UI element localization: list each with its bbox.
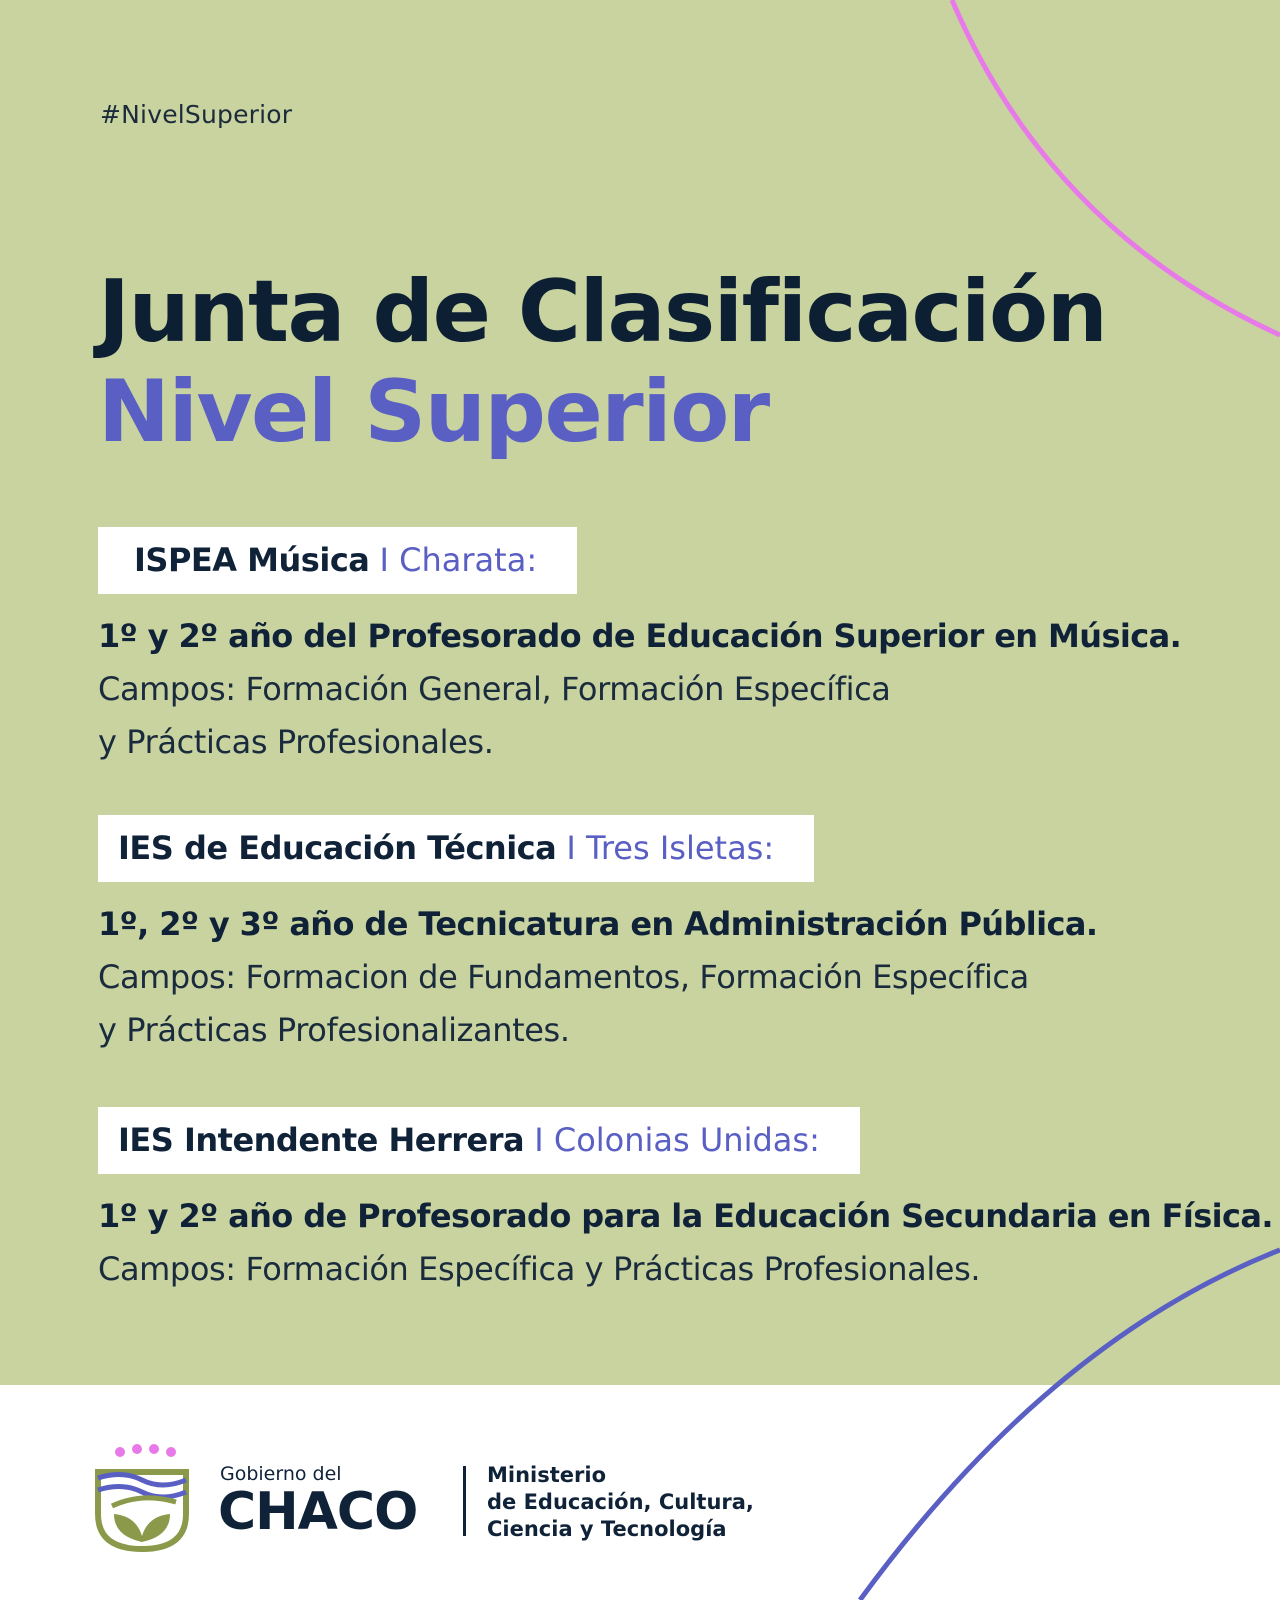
institution-tag <box>98 815 814 882</box>
institution-location: I Charata: <box>380 541 538 579</box>
government-label: Gobierno del <box>220 1463 342 1485</box>
ministry-line: de Educación, Cultura, <box>487 1490 754 1514</box>
program-fields: y Prácticas Profesionalizantes. <box>98 1011 570 1049</box>
title-line-2: Nivel Superior <box>98 362 769 462</box>
ministry-name <box>487 1462 754 1543</box>
program-fields: y Prácticas Profesionales. <box>98 723 494 761</box>
program-fields: Campos: Formación Específica y Prácticas Profesionales. <box>98 1250 981 1288</box>
chaco-emblem-icon <box>92 1444 202 1554</box>
program-description <box>98 898 1258 1057</box>
institution-section <box>98 527 1258 769</box>
ministry-line: Ministerio <box>487 1463 607 1487</box>
institution-tag <box>98 527 577 594</box>
institution-location: I Colonias Unidas: <box>534 1121 820 1159</box>
institution-section <box>98 815 1258 1057</box>
institution-name: IES de Educación Técnica <box>118 829 557 867</box>
program-title: 1º, 2º y 3º año de Tecnicatura en Administración Pública. <box>98 905 1098 943</box>
program-title: 1º y 2º año de Profesorado para la Educación Secundaria en Física. <box>98 1197 1273 1235</box>
title-line-1: Junta de Clasificación <box>98 262 1107 362</box>
footer-divider <box>463 1466 466 1536</box>
institution-section <box>98 1107 1273 1296</box>
hashtag: #NivelSuperior <box>100 100 293 129</box>
chaco-wordmark: CHACO <box>218 1482 418 1542</box>
program-description <box>98 1190 1273 1296</box>
institution-tag <box>98 1107 860 1174</box>
institution-location: I Tres Isletas: <box>566 829 774 867</box>
ministry-line: Ciencia y Tecnología <box>487 1517 727 1541</box>
institution-name: IES Intendente Herrera <box>118 1121 525 1159</box>
institution-name: ISPEA Música <box>134 541 370 579</box>
page-title <box>98 262 1106 462</box>
program-title: 1º y 2º año del Profesorado de Educación Superior en Música. <box>98 617 1182 655</box>
program-fields: Campos: Formación General, Formación Específica <box>98 670 891 708</box>
program-description <box>98 610 1258 769</box>
program-fields: Campos: Formacion de Fundamentos, Formación Específica <box>98 958 1029 996</box>
